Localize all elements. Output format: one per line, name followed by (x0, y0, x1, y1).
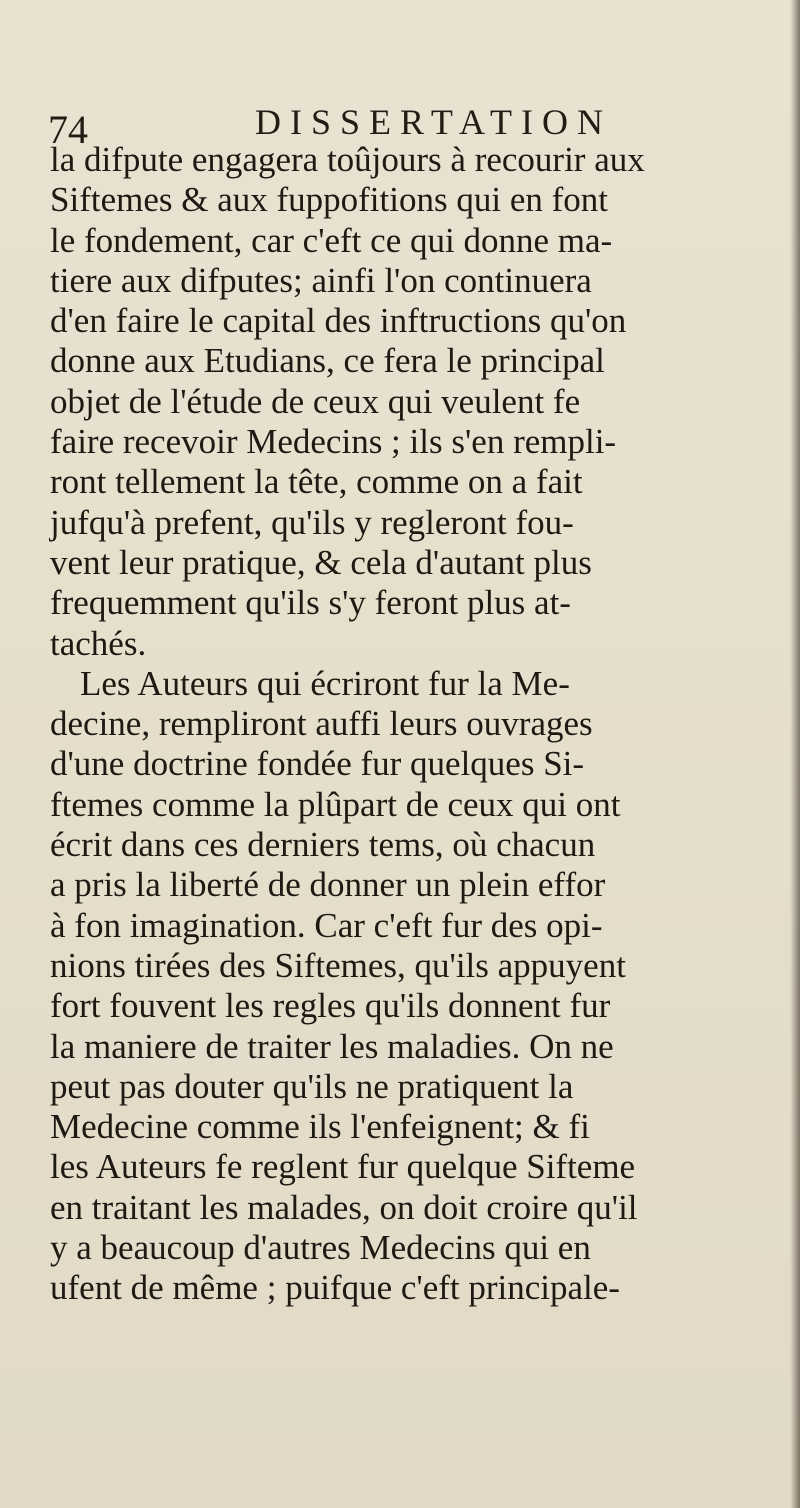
text-line: à fon imagination. Car c'eft fur des opi- (50, 905, 603, 945)
running-head: DISSERTATION (255, 102, 612, 142)
text-line: le fondement, car c'eft ce qui donne ma- (50, 220, 613, 260)
text-line: ftemes comme la plûpart de ceux qui ont (50, 784, 621, 824)
text-line: la maniere de traiter les maladies. On ne (50, 1026, 614, 1066)
text-line: vent leur pratique, & cela d'autant plus (50, 542, 592, 582)
text-line: Siftemes & aux fuppofitions qui en font (50, 180, 608, 220)
text-line: a pris la liberté de donner un plein effor (50, 865, 606, 905)
page-number: 74 (48, 107, 88, 152)
text-line: fort fouvent les regles qu'ils donnent fur (50, 986, 611, 1026)
text-line: y a beaucoup d'autres Medecins qui en (50, 1228, 591, 1268)
page-edge-shadow (790, 0, 800, 1508)
text-line: tiere aux difputes; ainfi l'on continuera (50, 260, 592, 300)
text-line: ufent de même ; puifque c'eft principale- (50, 1268, 620, 1308)
text-line: d'en faire le capital des inftructions qu'on (50, 301, 627, 341)
text-line: ront tellement la tête, comme on a fait (50, 462, 583, 502)
text-line: Medecine comme ils l'enfeignent; & fi (50, 1107, 590, 1147)
text-line: écrit dans ces derniers tems, où chacun (50, 825, 596, 865)
text-line: jufqu'à prefent, qu'ils y regleront fou- (50, 502, 574, 542)
text-line: decine, rempliront auffi leurs ouvrages (50, 704, 593, 744)
text-line: faire recevoir Medecins ; ils s'en rempli- (50, 422, 617, 462)
text-line: tachés. (50, 623, 147, 663)
page-header (40, 100, 760, 152)
text-line: frequemment qu'ils s'y feront plus at- (50, 583, 571, 623)
text-line: donne aux Etudians, ce fera le principal (50, 341, 605, 381)
text-line: d'une doctrine fondée fur quelques Si- (50, 744, 585, 784)
text-line: nions tirées des Siftemes, qu'ils appuyent (50, 945, 626, 985)
text-line: peut pas douter qu'ils ne pratiquent la (50, 1066, 574, 1106)
body-text (50, 140, 740, 1309)
text-line: la difpute engagera toûjours à recourir aux (50, 140, 645, 179)
text-line: en traitant les malades, on doit croire qu'il (50, 1187, 638, 1227)
paragraph-start-line: Les Auteurs qui écriront fur la Me- (80, 663, 570, 703)
text-line: les Auteurs fe reglent fur quelque Sifteme (50, 1147, 636, 1187)
text-line: objet de l'étude de ceux qui veulent fe (50, 381, 581, 421)
